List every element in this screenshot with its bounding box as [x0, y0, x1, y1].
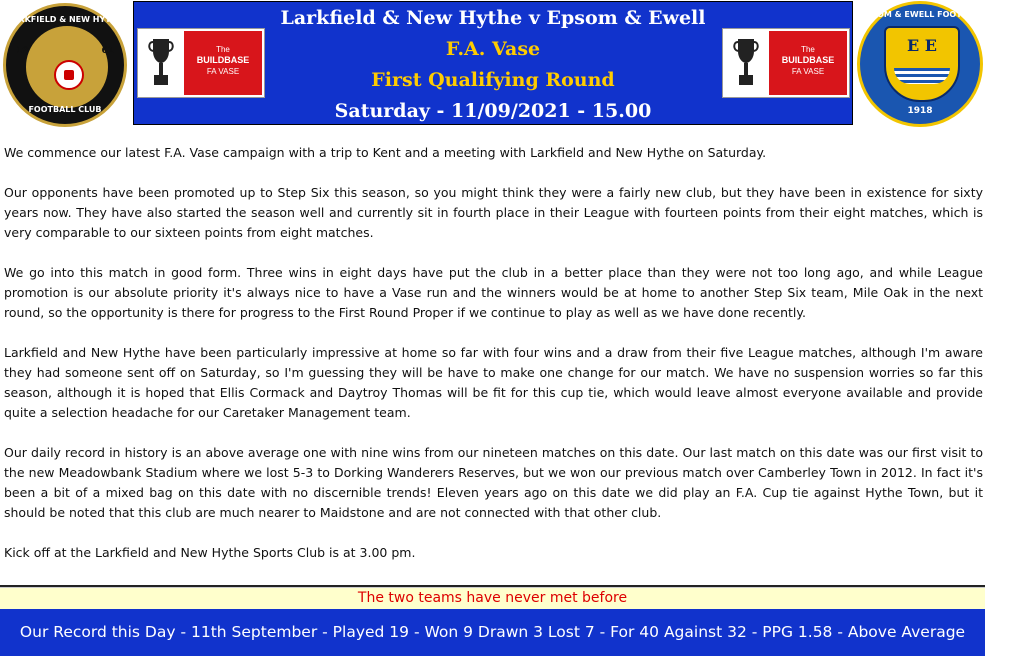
vase-logo-the: The [216, 45, 230, 54]
match-header [0, 0, 1010, 128]
vase-logo-brand: BUILDBASE [781, 55, 835, 65]
round-title: First Qualifying Round [371, 69, 615, 91]
article-paragraph: We go into this match in good form. Three wins in eight days have put the club in a better place than they were not too long ago, and while League promotion is our absolute priority it's always nice to have a Vase run and the winners would be at home to another Step Six team, Mile Oak in the next round, so the opportunity is there for progress to the First Round Proper if we continue to play as well as we have done recently. [4, 265, 983, 320]
article-paragraph: Kick off at the Larkfield and New Hythe Sports Club is at 3.00 pm. [4, 545, 416, 560]
date-time: Saturday - 11/09/2021 - 15.00 [334, 100, 652, 122]
shield-icon [884, 26, 960, 102]
vase-logo-competition: FA VASE [791, 67, 825, 76]
home-badge-inner [24, 24, 110, 110]
vase-logo-brand: BUILDBASE [196, 55, 250, 65]
larkfield-badge-logo [3, 3, 127, 127]
home-badge-year-right: 61 [101, 46, 114, 56]
fa-vase-logo-right [722, 28, 850, 98]
article-paragraph: Larkfield and New Hythe have been particularly impressive at home so far with four wins and a draw from their five League matches, although I'm aware they had someone sent off on Saturday, so I'm guessing they will be have to make one change for our match. We have no suspension worries so far this season, although it is hoped that Ellis Cormack and Daytroy Thomas will be fit for this cup tie, which would leave almost everyone available and provide quite a selection headache for our Caretaker Management team. [4, 345, 983, 420]
fa-vase-logo-left [137, 28, 265, 98]
buildbase-fa-vase-label [184, 31, 262, 95]
competition-title: F.A. Vase [445, 38, 541, 60]
article-paragraph: Our opponents have been promoted up to Step Six this season, so you might think they were a fairly new club, but they have been in existence for sixty years now. They have also started the season well and currently sit in fourth place in their League with fourteen points from their eight matches, which is very comparable to our sixteen points from eight matches. [4, 185, 983, 240]
vase-logo-competition: FA VASE [206, 67, 240, 76]
record-this-day-bar: Our Record this Day - 11th September - Played 19 - Won 9 Drawn 3 Lost 7 - For 40 Against 32 - PPG 1.58 - Above Average [0, 609, 985, 656]
football-icon [54, 60, 84, 90]
article-paragraph: Our daily record in history is an above average one with nine wins from our nineteen matches on this date. Our last match on this date was our first visit to the new Meadowbank Stadium where we lost 5-3 to Dorking Wanderers Reserves, but we won our previous match over Camberley Town in 2012. In fact it's been a bit of a mixed bag on this date with no discernible trends! Eleven years ago on this date we did play an F.A. Cup tie against Hythe Town, but it should be noted that this club are much nearer to Maidstone and are not connected with that other club. [4, 445, 983, 520]
epsom-ewell-badge-logo [857, 1, 1010, 127]
away-badge-monogram: E E [907, 36, 937, 55]
home-badge-top-text: LARKFIELD & NEW HYTHE [7, 15, 123, 24]
head-to-head-notice: The two teams have never met before [0, 587, 985, 609]
vase-logo-the: The [801, 45, 815, 54]
fixture-title: Larkfield & New Hythe v Epsom & Ewell [280, 7, 706, 29]
away-badge-top-text: EPSOM & EWELL FOOTBALL CLUB [860, 10, 1010, 19]
match-preview-article [4, 143, 983, 583]
trophy-icon [733, 37, 759, 87]
away-badge-year: 1918 [907, 106, 933, 116]
article-paragraph: We commence our latest F.A. Vase campaign with a trip to Kent and a meeting with Larkfield and New Hythe on Saturday. [4, 145, 767, 160]
waves-icon [894, 68, 950, 84]
buildbase-fa-vase-label [769, 31, 847, 95]
trophy-icon [148, 37, 174, 87]
home-badge-bottom-text: FOOTBALL CLUB [28, 105, 102, 114]
home-badge-year-left: 19 [16, 46, 29, 56]
